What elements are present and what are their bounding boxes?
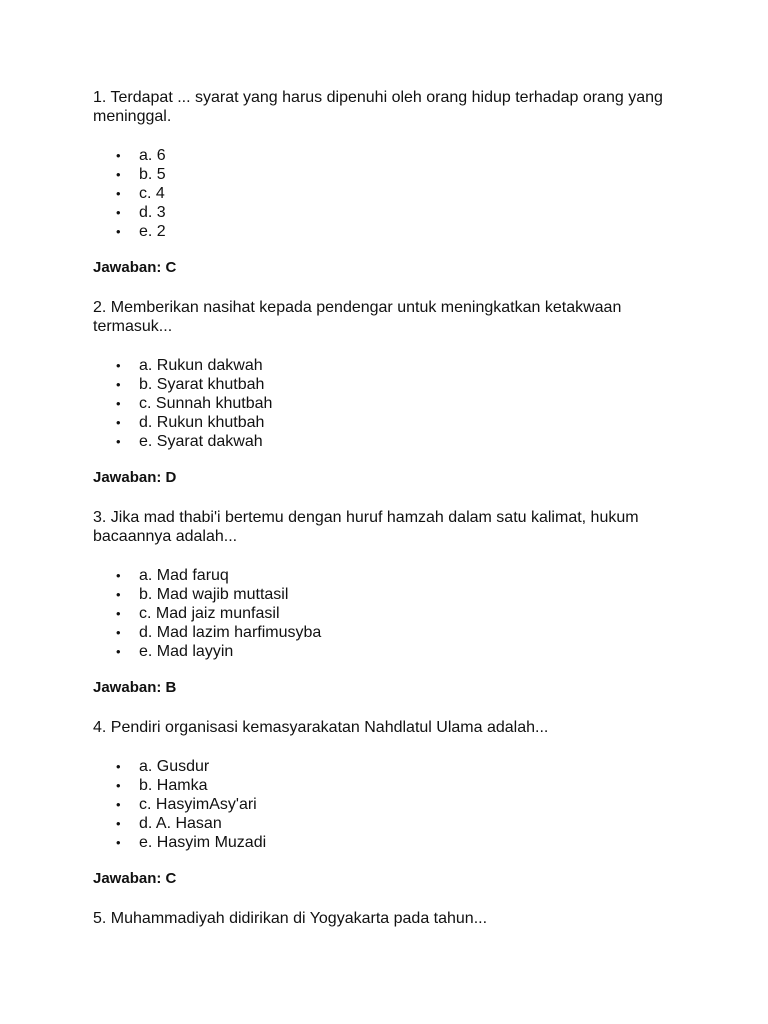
bullet-icon: • [116, 759, 121, 774]
option-text: c. 4 [139, 185, 165, 202]
option-text: d. A. Hasan [139, 815, 222, 832]
question-4 [93, 718, 693, 888]
option-item [93, 375, 693, 394]
question-text: 3. Jika mad thabi'i bertemu dengan huruf hamzah dalam satu kalimat, hukum bacaannya adalah... [93, 509, 639, 545]
answer-text: Jawaban: C [93, 259, 177, 276]
option-item [93, 795, 693, 814]
question-text: 5. Muhammadiyah didirikan di Yogyakarta pada tahun... [93, 910, 488, 927]
bullet-icon: • [116, 224, 121, 239]
bullet-icon: • [116, 816, 121, 831]
option-text: b. 5 [139, 166, 166, 183]
option-text: c. HasyimAsy'ari [139, 796, 257, 813]
answer-text: Jawaban: D [93, 469, 177, 486]
bullet-icon: • [116, 377, 121, 392]
option-item [93, 222, 693, 241]
question-1 [93, 88, 693, 277]
option-item [93, 833, 693, 852]
option-text: c. Sunnah khutbah [139, 395, 273, 412]
bullet-icon: • [116, 797, 121, 812]
question-text: 2. Memberikan nasihat kepada pendengar untuk meningkatkan ketakwaan termasuk... [93, 299, 622, 335]
option-item [93, 184, 693, 203]
option-text: c. Mad jaiz munfasil [139, 605, 280, 622]
question-5 [93, 909, 693, 928]
option-text: a. Rukun dakwah [139, 357, 263, 374]
option-list [93, 566, 693, 661]
option-text: a. Mad faruq [139, 567, 229, 584]
bullet-icon: • [116, 205, 121, 220]
option-item [93, 757, 693, 776]
option-text: d. 3 [139, 204, 166, 221]
quiz-document [93, 88, 693, 948]
option-text: b. Mad wajib muttasil [139, 586, 289, 603]
bullet-icon: • [116, 625, 121, 640]
bullet-icon: • [116, 568, 121, 583]
option-item [93, 432, 693, 451]
option-item [93, 814, 693, 833]
bullet-icon: • [116, 186, 121, 201]
option-text: b. Hamka [139, 777, 208, 794]
question-3 [93, 508, 693, 697]
option-text: e. 2 [139, 223, 166, 240]
option-item [93, 776, 693, 795]
bullet-icon: • [116, 835, 121, 850]
option-item [93, 146, 693, 165]
option-text: e. Mad layyin [139, 643, 234, 660]
bullet-icon: • [116, 167, 121, 182]
bullet-icon: • [116, 358, 121, 373]
option-item [93, 623, 693, 642]
option-item [93, 604, 693, 623]
option-item [93, 566, 693, 585]
bullet-icon: • [116, 587, 121, 602]
bullet-icon: • [116, 434, 121, 449]
bullet-icon: • [116, 396, 121, 411]
option-text: b. Syarat khutbah [139, 376, 265, 393]
question-text: 4. Pendiri organisasi kemasyarakatan Nahdlatul Ulama adalah... [93, 719, 549, 736]
question-2 [93, 298, 693, 487]
option-list [93, 757, 693, 852]
option-item [93, 394, 693, 413]
bullet-icon: • [116, 644, 121, 659]
option-text: d. Mad lazim harfimusyba [139, 624, 322, 641]
option-text: a. Gusdur [139, 758, 210, 775]
option-item [93, 356, 693, 375]
option-list [93, 146, 693, 241]
option-text: e. Hasyim Muzadi [139, 834, 267, 851]
option-item [93, 585, 693, 604]
bullet-icon: • [116, 415, 121, 430]
option-list [93, 356, 693, 451]
option-text: a. 6 [139, 147, 166, 164]
question-text: 1. Terdapat ... syarat yang harus dipenuhi oleh orang hidup terhadap orang yang meninggal. [93, 89, 663, 125]
bullet-icon: • [116, 778, 121, 793]
answer-text: Jawaban: C [93, 870, 177, 887]
bullet-icon: • [116, 148, 121, 163]
option-item [93, 413, 693, 432]
answer-text: Jawaban: B [93, 679, 177, 696]
option-text: e. Syarat dakwah [139, 433, 263, 450]
option-text: d. Rukun khutbah [139, 414, 265, 431]
option-item [93, 642, 693, 661]
bullet-icon: • [116, 606, 121, 621]
option-item [93, 165, 693, 184]
option-item [93, 203, 693, 222]
